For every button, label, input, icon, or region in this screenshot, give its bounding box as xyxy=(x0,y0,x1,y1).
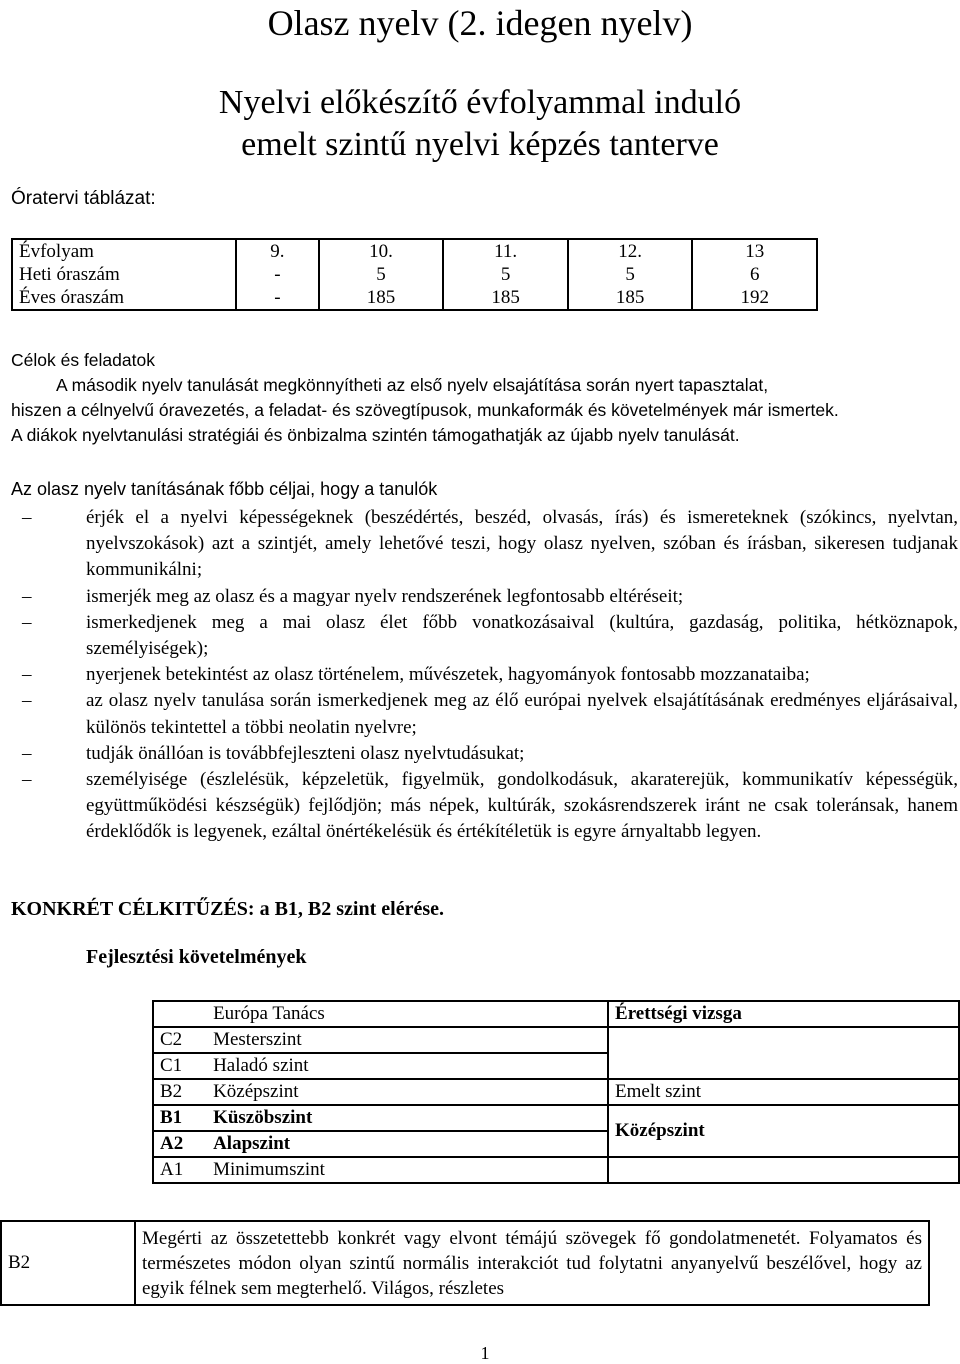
page-number: 1 xyxy=(480,1343,490,1363)
table-cell xyxy=(608,1157,959,1183)
level-name: Mesterszint xyxy=(207,1027,608,1053)
table-cell xyxy=(153,1001,207,1027)
table-cell: 13 xyxy=(692,239,817,263)
table-row xyxy=(153,1001,959,1027)
list-item xyxy=(22,767,958,846)
table-cell: 11. xyxy=(443,239,568,263)
goals-paragraph-line: hiszen a célnyelvű óravezetés, a feladat- és szövegtípusok, munkaformák és követelmények már ismertek. xyxy=(11,400,839,420)
level-code: B2 xyxy=(153,1079,207,1105)
schedule-table xyxy=(11,238,818,311)
table-cell: 10. xyxy=(319,239,444,263)
table-row xyxy=(12,263,817,286)
dash-bullet: – xyxy=(22,611,32,633)
dash-bullet: – xyxy=(22,507,32,528)
dash-bullet: – xyxy=(22,585,32,607)
table-cell: 9. xyxy=(236,239,319,263)
level-name: Alapszint xyxy=(207,1131,608,1157)
list-item-text: érjék el a nyelvi képességeknek (beszédértés, beszéd, olvasás, írás) és ismereteknek (szókincs, nyelvtan, nyelvszokások) azt a szintjét, amely lehetővé teszi, hogy olasz nyelven, szóban és írásban, sikeresen tudjanak kommunikálni; xyxy=(86,507,958,581)
table-row xyxy=(12,286,817,310)
level-name: Küszöbszint xyxy=(207,1105,608,1131)
level-code: C2 xyxy=(153,1027,207,1053)
table-row xyxy=(12,239,817,263)
table-cell: 5 xyxy=(319,263,444,286)
b2-code: B2 xyxy=(1,1221,135,1305)
table-cell: Éves óraszám xyxy=(12,286,236,310)
exam-level: Középszint xyxy=(608,1105,959,1157)
level-name: Haladó szint xyxy=(207,1053,608,1079)
table-cell: - xyxy=(236,286,319,310)
goals-section xyxy=(11,348,956,448)
table-cell: Évfolyam xyxy=(12,239,236,263)
table-row xyxy=(153,1105,959,1131)
table-row xyxy=(153,1157,959,1183)
table-cell: 185 xyxy=(443,286,568,310)
list-item xyxy=(22,610,958,662)
dash-bullet: – xyxy=(22,769,32,791)
levels-table xyxy=(152,1000,960,1184)
requirements-heading: Fejlesztési követelmények xyxy=(86,946,307,968)
list-item xyxy=(22,505,958,584)
table-cell: 12. xyxy=(568,239,693,263)
level-name: Középszint xyxy=(207,1079,608,1105)
exam-level: Emelt szint xyxy=(608,1079,959,1105)
europe-header: Európa Tanács xyxy=(207,1001,608,1027)
table-row xyxy=(1,1221,929,1305)
level-code: A2 xyxy=(153,1131,207,1157)
table-cell: 5 xyxy=(568,263,693,286)
subtitle-line-2: emelt szintű nyelvi képzés tanterve xyxy=(241,126,719,163)
list-item-text: tudják önállóan is továbbfejleszteni olasz nyelvtudásukat; xyxy=(86,742,525,764)
b2-description-table xyxy=(0,1220,930,1306)
list-item-text: ismerjék meg az olasz és a magyar nyelv rendszerének legfontosabb eltéréseit; xyxy=(86,585,684,607)
table-cell: Heti óraszám xyxy=(12,263,236,286)
dash-bullet: – xyxy=(22,742,32,764)
table-cell xyxy=(608,1027,959,1079)
list-item-text: nyerjenek betekintést az olasz történelem, művészetek, hagyományok fontosabb mozzanataiba; xyxy=(86,664,810,686)
b2-description: Megérti az összetettebb konkrét vagy elvont témájú szövegek fő gondolatmenetét. Folyamatos és természetes módon olyan szintű normális interakciót tud folytatni anyanyelvű beszélővel, hogy az egyik félnek sem megterhelő. Világos, részletes xyxy=(135,1221,929,1305)
table-row xyxy=(153,1079,959,1105)
level-name: Minimumszint xyxy=(207,1157,608,1183)
table-cell: 6 xyxy=(692,263,817,286)
list-item xyxy=(22,741,958,767)
list-item xyxy=(22,688,958,740)
subtitle-line-1: Nyelvi előkészítő évfolyammal induló xyxy=(218,84,742,121)
table-cell: 192 xyxy=(692,286,817,310)
list-item-text: az olasz nyelv tanulása során ismerkedjenek meg az élő európai nyelvek elsajátításának eredményes eljárásaival, különös tekintettel a többi neolatin nyelvre; xyxy=(86,690,958,738)
target-heading: KONKRÉT CÉLKITŰZÉS: a B1, B2 szint elérése. xyxy=(11,898,444,920)
table-cell: 185 xyxy=(319,286,444,310)
table-cell: - xyxy=(236,263,319,286)
exam-header: Érettségi vizsga xyxy=(608,1001,959,1027)
list-item-text: ismerkedjenek meg a mai olasz élet főbb vonatkozásaival (kultúra, gazdaság, politika, hétköznapok, személyiségek); xyxy=(86,611,958,660)
level-code: C1 xyxy=(153,1053,207,1079)
level-code: A1 xyxy=(153,1157,207,1183)
dash-bullet: – xyxy=(22,664,32,686)
goals-heading: Célok és feladatok xyxy=(11,350,155,370)
goals-paragraph-line: A második nyelv tanulását megkönnyítheti az első nyelv elsajátítása során nyert tapasztalat, xyxy=(56,375,769,395)
goal-list xyxy=(22,505,958,846)
table-cell: 185 xyxy=(568,286,693,310)
table-row xyxy=(153,1027,959,1053)
level-code: B1 xyxy=(153,1105,207,1131)
dash-bullet: – xyxy=(22,690,32,712)
goals-intro: Az olasz nyelv tanításának főbb céljai, hogy a tanulók xyxy=(11,479,438,499)
list-item-text: személyisége (észlelésük, képzeletük, figyelmük, gondolkodásuk, akaraterejük, kommunikatív képességük, együttműködési készségük) fejlődjön; más népek, kultúrák, szokásrendszerek iránt ne csak toleránsak, hanem érdeklődők is legyenek, ezáltal önértékelésük és értékítéletük is egyre árnyaltabb legyen. xyxy=(86,769,958,843)
table-cell: 5 xyxy=(443,263,568,286)
schedule-label: Óratervi táblázat: xyxy=(11,188,156,209)
goals-paragraph-line: A diákok nyelvtanulási stratégiái és önbizalma szintén támogathatják az újabb nyelv tanulását. xyxy=(11,425,740,445)
list-item xyxy=(22,584,958,610)
list-item xyxy=(22,662,958,688)
page-title: Olasz nyelv (2. idegen nyelv) xyxy=(267,3,693,43)
